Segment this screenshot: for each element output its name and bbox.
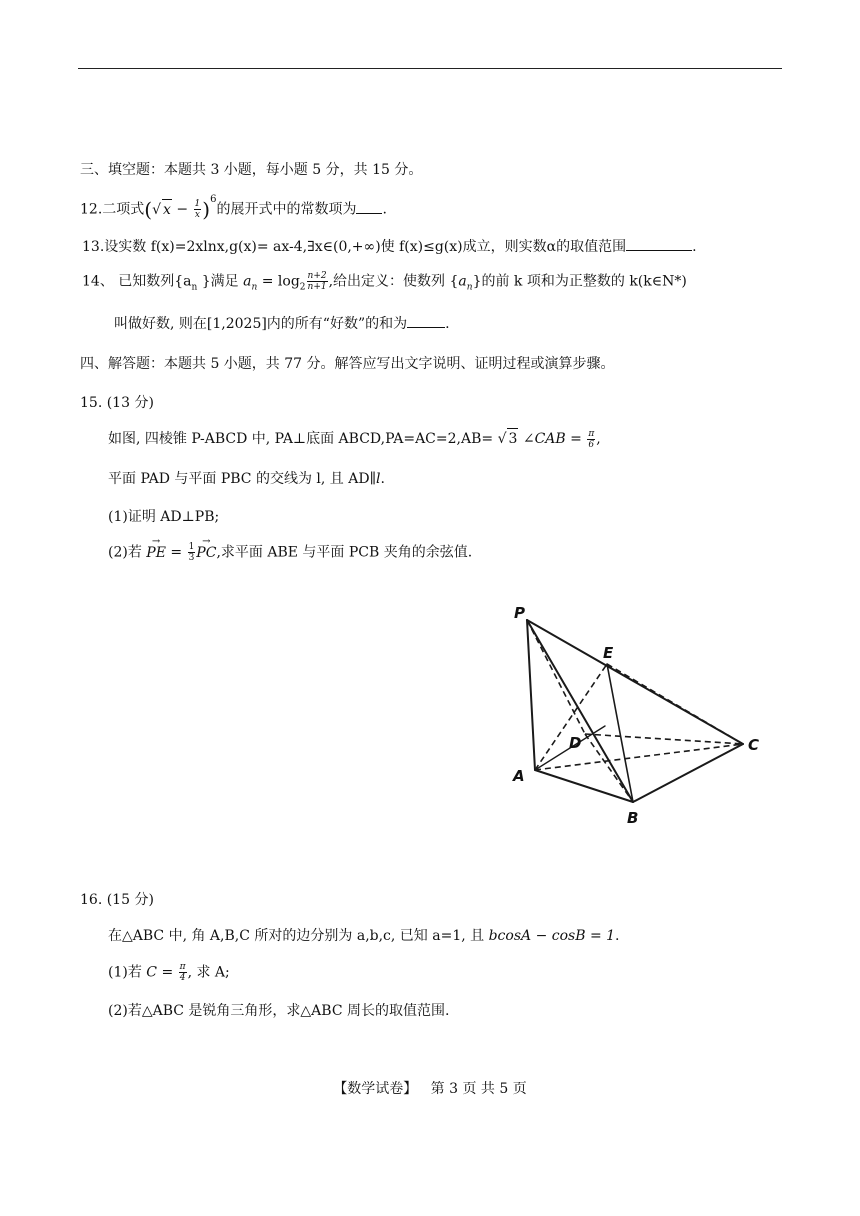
q15-vector-pe: → PE [146,543,166,563]
q14-frac-num: n+2 [307,271,327,281]
edge-pb [527,620,633,802]
q15-part2-prefix: (2)若 [108,544,147,561]
q12-prefix: 12.二项式 [80,201,145,218]
q16-line1-text: 在△ABC 中, 角 A,B,C 所对的边分别为 a,b,c, 已知 a=1, 且 [108,928,489,944]
edge-ae-dashed [535,664,607,770]
edge-dc-dashed [585,734,743,744]
edge-pa [527,620,535,770]
q15-comma: , [596,431,601,447]
q15-angle-fraction [587,429,595,450]
question-14: 14、 已知数列{$a_n$ }满足 $a_n = \log_2$ $\frac{n+2}{n+1}$ ,给出定义：使数列 $\{a_n\}$的前 k 项和为正整数的 k(k∈N*) [82,271,687,293]
q12-power: 6 [210,194,217,205]
q14-fraction [307,271,328,292]
q16-fraction [179,962,187,983]
question-13 [82,236,697,257]
q14-eq: = log [257,273,300,290]
q16-number: 16. (15 分) [80,892,154,908]
q14-mid3: }的前 k 项和为正整数的 k(k∈N*) [472,273,687,290]
q16-part2: (2)若△ABC 是锐角三角形，求△ABC 周长的取值范围. [108,1003,450,1019]
q15-pi: π [588,428,595,439]
q15-part2-fraction [188,542,196,563]
q13-end: . [692,239,697,255]
q16-c: C [146,964,157,981]
question-14-line2 [114,313,450,334]
section-4-heading: 四、解答题：本题共 5 小题，共 77 分。解答应写出文字说明、证明过程或演算步骤。 [80,356,615,372]
q15-part2-text: ,求平面 ABE 与平面 PCB 夹角的余弦值. [216,544,473,561]
q16-line1-end: . [615,928,620,944]
q15-line1: 如图, 四棱锥 P-ABCD 中, PA⊥底面 ABCD,PA=AC=2,AB= √ 3 ∠CAB = $\frac{\pi}{6}$ , [108,428,601,450]
label-d: D [569,734,582,752]
q15-eq: = [165,544,187,561]
q14-mid1: }满足 [197,273,244,290]
q15-line2-end: . [380,471,385,487]
label-c: C [748,736,760,754]
q13-answer-blank [626,236,692,251]
q16-line1 [108,926,619,946]
q15-three: 3 [188,553,195,563]
section-3-heading: 三、填空题：本题共 3 小题，每小题 5 分，共 15 分。 [80,162,423,178]
label-e: E [603,644,614,662]
footer-title: 【数学试卷】 [333,1081,418,1097]
q14-prefix: 14、 已知数列{a [82,273,192,290]
q16-four: 4 [179,973,186,983]
q15-l: l [376,471,381,487]
q14-answer-blank [407,313,445,328]
q14-line2: 叫做好数, 则在[1,2025]内的所有“好数”的和为 [114,316,408,332]
q12-minus: − [171,201,193,218]
q14-end: . [445,316,450,332]
q12-frac-num: 1 [194,199,201,210]
edge-ac-dashed [535,744,743,770]
edge-bc [633,744,743,802]
q16-part1-text: , 求 A; [187,964,230,981]
label-p: P [514,604,525,622]
q12-radicand: x [162,199,172,220]
question-12: 12.二项式(√ x − $\frac{1}{x}$ )$^6$的展开式中的常数项为 . [80,194,387,222]
q16-part1-prefix: (1)若 [108,964,147,981]
q15-sqrt-value: 3 [507,428,518,449]
q16-pi: π [179,962,186,972]
q15-vector-pc: → PC [196,543,216,563]
q14-sub-n: n [191,282,198,293]
q12-lparen: ( [144,197,153,222]
q15-one: 1 [188,542,195,552]
q12-answer-blank [356,199,382,214]
q16-equation: bcosA − cosB = 1 [488,928,616,944]
q14-mid2: ,给出定义：使数列 { [328,273,459,290]
q12-rparen: ) [202,197,211,222]
q15-six: 6 [588,439,595,450]
header-rule [78,68,782,69]
q12-fraction [194,199,202,220]
q14-log-base: 2 [299,282,306,293]
label-b: B [627,809,639,827]
q15-part2 [108,542,472,563]
q16-eq: = [157,964,178,981]
q15-line1-text: 如图, 四棱锥 P-ABCD 中, PA⊥底面 ABCD,PA=AC=2,AB= [108,431,498,447]
q14-frac-den: n+1 [307,282,327,292]
label-a: A [513,767,525,785]
q13-text: 13.设实数 f(x)=2xlnx,g(x)= ax-4,∃x∈(0,+∞)使 f(x)≤g(x)成立，则实数α的取值范围 [82,239,627,255]
q14-a2: a [458,273,467,290]
q15-line2-text: 平面 PAD 与平面 PBC 的交线为 l, 且 AD∥ [108,471,377,487]
q15-line2 [108,469,385,489]
q16-part1 [108,962,230,983]
pyramid-figure [505,598,780,833]
footer-page-number: 第 3 页 共 5 页 [430,1081,527,1097]
q15-angle: ∠CAB = [518,431,587,447]
q15-part1: (1)证明 AD⊥PB; [108,509,220,525]
q14-a: a [243,273,252,290]
page-footer [0,1078,860,1098]
q15-number: 15. (13 分) [80,395,154,411]
q12-frac-den: x [194,210,200,221]
q12-suffix: 的展开式中的常数项为 [216,201,357,218]
